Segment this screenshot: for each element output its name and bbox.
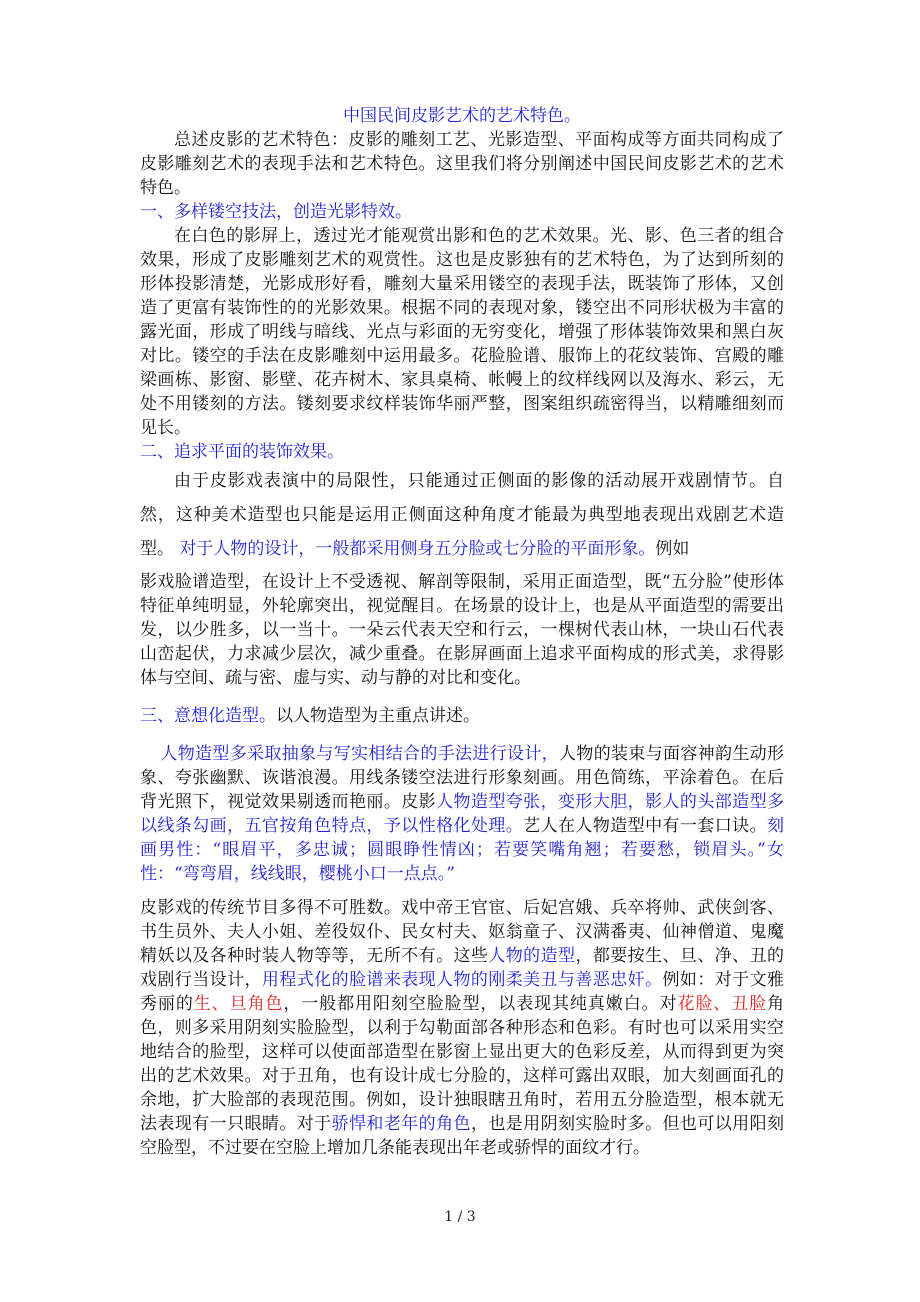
section-2-highlight: 对于人物的设计，一般都采用侧身五分脸或七分脸的平面形象。 [179,539,656,559]
section-3-heading-label: 三、意想化造型。 [140,706,276,726]
document-title: 中国民间皮影艺术的艺术特色。 [343,106,581,126]
section-3-paragraph-2 [140,896,784,1160]
section-3-heading [140,704,784,728]
document-body [140,104,784,1160]
section-3-highlight-1: 人物造型多采取抽象与写实相结合的手法进行设计， [160,744,560,764]
section-2-text-tail: 例如 [655,539,690,559]
section-1-body: 在白色的影屏上，透过光才能观赏出影和色的艺术效果。光、影、色三者的组合效果，形成了皮影雕刻艺术的观赏性。这也是皮影独有的艺术特色，为了达到所刻的形体投影清楚，光影成形好看，雕刻大量采用镂空的表现手法，既装饰了形体，又创造了更富有装饰性的的光影效果。根据不同的表现对象，镂空出不同形状极为丰富的露光面，形成了明线与暗线、光点与彩面的无穷变化，增强了形体装饰效果和黑白灰对比。镂空的手法在皮影雕刻中运用最多。花脸脸谱、服饰上的花纹装饰、宫殿的雕梁画栋、影窗、影壁、花卉树木、家具桌椅、帐幔上的纹样线网以及海水、彩云，无处不用镂刻的方法。镂刻要求纹样装饰华丽严整，图案组织疏密得当，以精雕细刻而见长。 [140,226,784,438]
intro-paragraph: 总述皮影的艺术特色：皮影的雕刻工艺、光影造型、平面构成等方面共同构成了皮影雕刻艺术的表现手法和艺术特色。这里我们将分别阐述中国民间皮影艺术的艺术特色。 [140,130,784,198]
section-3-text-2: 艺人在人物造型中有一套口诀。 [523,816,768,836]
section-3-p2-text-4: ，一般都用阳刻空脸脸型，以表现其纯真嫩白。对 [283,994,678,1014]
section-2-heading: 二、追求平面的装饰效果。 [140,442,344,462]
section-2-text: 由于皮影戏表演中的局限性，只能通过正侧面的影像的活动展开戏剧情节。自然，这种美术造型也只能是运用正侧面这种角度才能最为典型地表现出戏剧艺术造型。 [140,471,784,559]
section-2-paragraph-1 [140,464,784,566]
section-3-paragraph-1 [140,742,784,886]
section-3-highlight-2: 人物造型夸张，变形大胆，影人的头部造型多以线条勾画，五官按角色特点，予以性格化处理。 [140,792,785,836]
section-3-highlight-3: 刻画男性：“眼眉平，多忠诚；圆眼睁性情凶；若要笑嘴角翘；若要愁，锁眉头。”女性：“弯弯眉，线线眼，樱桃小口一点点。” [140,816,785,884]
section-3-p2-text-5: 角色，则多采用阴刻实脸脸型，以利于勾勒面部各种形态和色彩。有时也可以采用实空地结合的脸型，这样可以使面部造型在影窗上显出更大的色彩反差，从而得到更为突出的艺术效果。对于丑角，也有设计成七分脸的，这样可露出双眼，加大刻画面孔的余地，扩大脸部的表现范围。例如，设计独眼瞎丑角时，若用五分脸造型，根本就无法表现有一只眼睛。对于 [140,994,785,1134]
section-3-p2-highlight-2: 用程式化的脸谱来表现人物的刚柔美丑与善恶忠奸。 [261,970,663,990]
section-2-paragraph-2: 影戏脸谱造型，在设计上不受透视、解剖等限制，采用正面造型，既“五分脸”使形体特征单纯明显，外轮廓突出，视觉醒目。在场景的设计上，也是从平面造型的需要出发，以少胜多，以一当十。一朵云代表天空和行云，一棵树代表山林，一块山石代表山峦起伏，力求减少层次，减少重叠。在影屏画面上追求平面构成的形式美，求得影体与空间、疏与密、虚与实、动与静的对比和变化。 [140,572,784,688]
section-3-p2-highlight-1: 人物的造型 [488,946,576,966]
section-3-p2-text-6: ，也是用阴刻实脸时多。但也可以用阳刻空脸型，不过要在空脸上增加几条能表现出年老或骄悍的面纹才行。 [140,1114,785,1158]
section-1-heading: 一、多样镂空技法，创造光影特效。 [140,202,412,222]
section-3-heading-tail: 以人物造型为主重点讲述。 [276,706,480,726]
section-3-p2-text-3: 例如：对于文雅秀丽的 [140,970,785,1014]
section-3-text-1: 人物的装束与面容神韵生动形象、夸张幽默、诙谐浪漫。用线条镂空法进行形象刻画。用色简练，平涂着色。在后背光照下，视觉效果剔透而艳丽。皮影 [140,744,785,812]
section-3-p2-text-2: ，都要按生、旦、净、丑的戏剧行当设计， [140,946,785,990]
page-number: 1 / 3 [444,1209,476,1225]
section-3-p2-red-1: 生、旦角色 [193,994,284,1014]
section-3-p2-highlight-3: 骄悍和老年的角色 [331,1114,471,1134]
section-3-p2-text-1: 皮影戏的传统节目多得不可胜数。戏中帝王官宦、后妃宫娥、兵卒将帅、武侠剑客、书生员外、夫人小姐、差役奴仆、民女村夫、妪翁童子、汉满番夷、仙神僧道、鬼魔精妖以及各种时装人物等等，无所不有。这些 [140,898,784,966]
section-3-p2-red-2: 花脸、丑脸 [677,994,768,1014]
